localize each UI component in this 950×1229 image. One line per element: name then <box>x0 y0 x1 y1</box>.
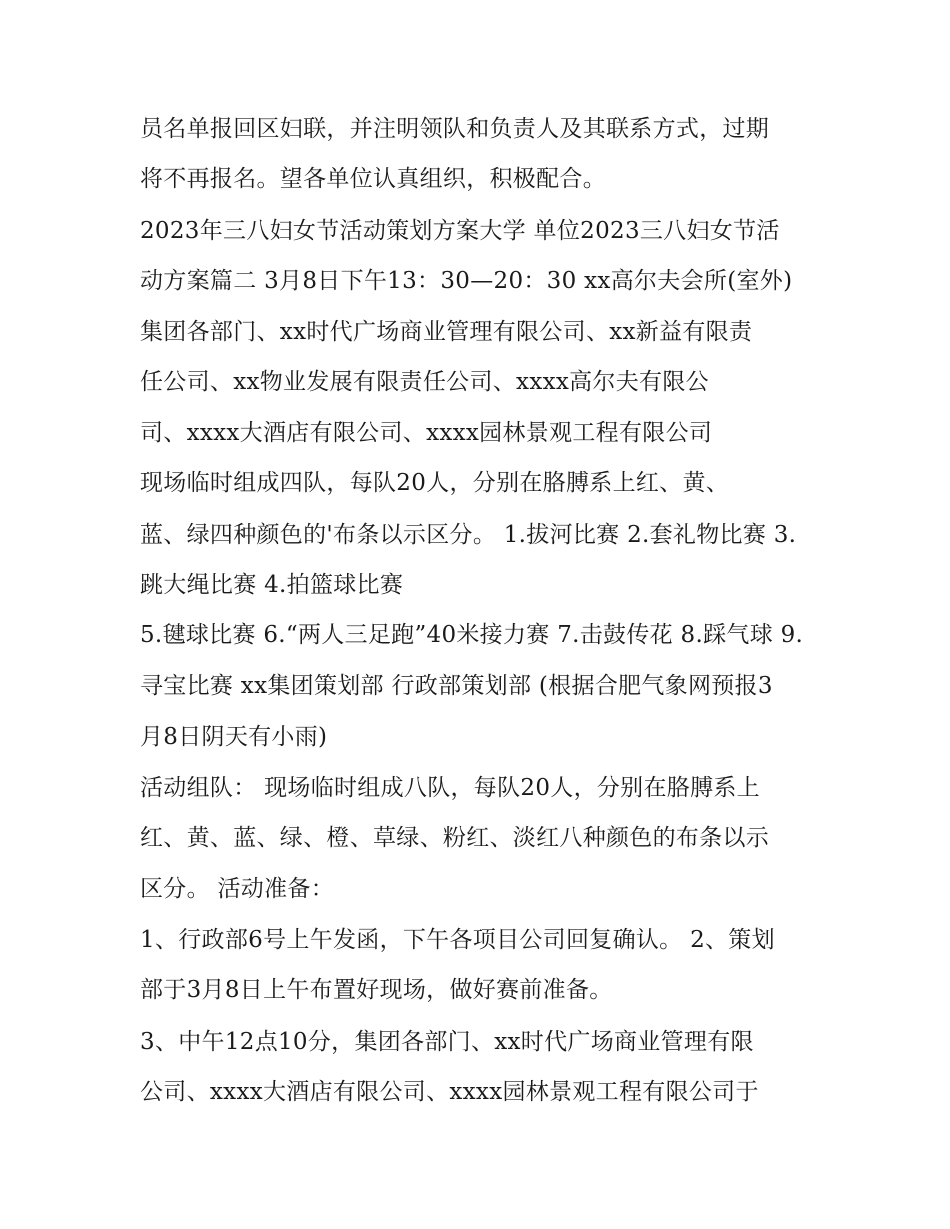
text-line-5: 集团各部门、xx时代广场商业管理有限公司、xx新益有限责 <box>140 319 753 345</box>
text-line-10: 跳大绳比赛 4.拍篮球比赛 <box>140 572 404 598</box>
text-line-17: 1、行政部6号上午发函，下午各项目公司回复确认。 2、策划 <box>140 927 775 953</box>
text-line-13: 月8日阴天有小雨) <box>140 724 328 750</box>
text-line-15: 红、黄、蓝、绿、橙、草绿、粉红、淡红八种颜色的布条以示 <box>140 825 770 851</box>
text-line-1: 员名单报回区妇联，并注明领队和负责人及其联系方式，过期 <box>140 116 770 142</box>
text-line-4: 动方案篇二 3月8日下午13：30—20：30 xx高尔夫会所(室外) <box>140 268 793 294</box>
text-line-20: 公司、xxxx大酒店有限公司、xxxx园林景观工程有限公司于 <box>140 1079 759 1105</box>
text-line-3: 2023年三八妇女节活动策划方案大学 单位2023三八妇女节活 <box>140 218 780 244</box>
text-line-6: 任公司、xx物业发展有限责任公司、xxxx高尔夫有限公 <box>140 369 709 395</box>
text-line-18: 部于3月8日上午布置好现场，做好赛前准备。 <box>140 977 613 1003</box>
text-line-7: 司、xxxx大酒店有限公司、xxxx园林景观工程有限公司 <box>140 420 713 446</box>
text-line-19: 3、中午12点10分，集团各部门、xx时代广场商业管理有限 <box>140 1029 754 1055</box>
text-line-9: 蓝、绿四种颜色的'布条以示区分。 1.拔河比赛 2.套礼物比赛 3. <box>140 522 797 548</box>
text-line-8: 现场临时组成四队，每队20人，分别在胳膊系上红、黄、 <box>140 470 730 496</box>
text-line-11: 5.毽球比赛 6.“两人三足跑”40米接力赛 7.击鼓传花 8.踩气球 9. <box>140 622 804 648</box>
text-line-14: 活动组队： 现场临时组成八队，每队20人，分别在胳膊系上 <box>140 775 760 801</box>
text-line-12: 寻宝比赛 xx集团策划部 行政部策划部 (根据合肥气象网预报3 <box>140 673 773 699</box>
text-line-16: 区分。 活动准备： <box>140 876 335 902</box>
text-line-2: 将不再报名。望各单位认真组织，积极配合。 <box>140 166 606 192</box>
